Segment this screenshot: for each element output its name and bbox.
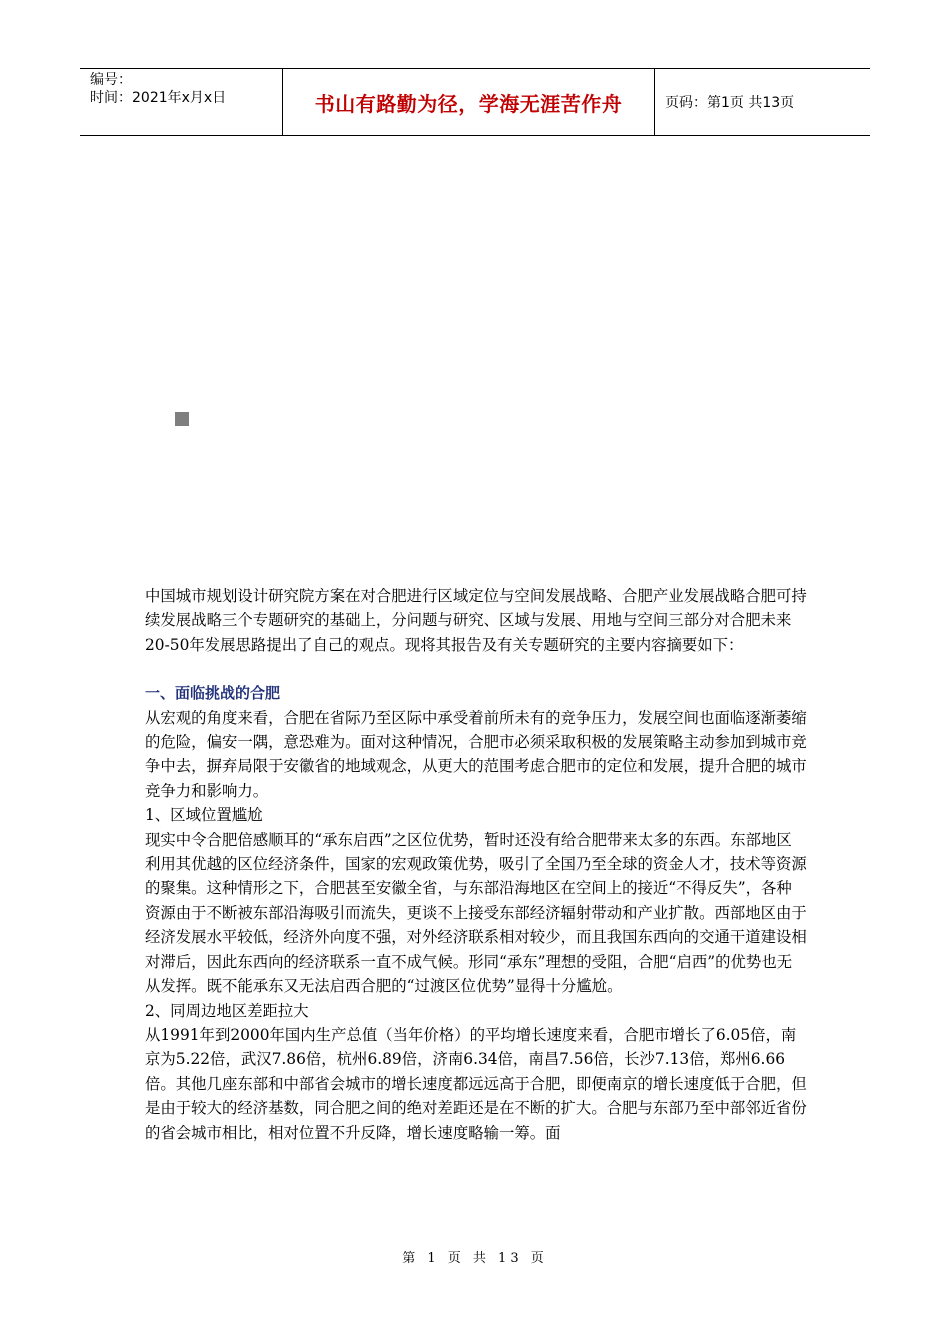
subsection1-paragraph: 现实中令合肥倍感顺耳的“承东启西”之区位优势，暂时还没有给合肥带来太多的东西。东部地区利用其优越的区位经济条件，国家的宏观政策优势，吸引了全国乃至全球的资金人才，技术等资源的聚集。这种情形之下，合肥甚至安徽全省，与东部沿海地区在空间上的接近“不得反失”，各种资源由于不断被东部沿海吸引而流失，更谈不上接受东部经济辐射带动和产业扩散。西部地区由于经济发展水平较低，经济外向度不强，对外经济联系相对较少，而且我国东西向的交通干道建设相对滞后，因此东西向的经济联系一直不成气候。形同“承东”理想的受阻，合肥“启西”的优势也无从发挥。既不能承东又无法启西合肥的“过渡区位优势”显得十分尴尬。 xyxy=(145,830,807,996)
document-number-label: 编号： xyxy=(90,72,132,88)
header-motto-cell xyxy=(282,69,655,135)
subsection1-title: 1、区域位置尴尬 xyxy=(145,806,263,825)
subsection2-paragraph: 从1991年到2000年国内生产总值（当年价格）的平均增长速度来看，合肥市增长了6.05倍，南京为5.22倍，武汉7.86倍，杭州6.89倍，济南6.34倍，南昌7.56倍，长沙7.13倍，郑州6.66倍。其他几座东部和中部省会城市的增长速度都远远高于合肥，即便南京的增长速度低于合肥，但是由于较大的经济基数，同合肥之间的绝对差距还是在不断的扩大。合肥与东部乃至中部邻近省份的省会城市相比，相对位置不升反降，增长速度略输一筹。面 xyxy=(145,1025,807,1142)
paragraph-gap xyxy=(145,657,807,681)
header-page-code: 页码：第1页 共13页 xyxy=(665,95,795,111)
section1-paragraph: 从宏观的角度来看，合肥在省际乃至区际中承受着前所未有的竞争压力，发展空间也面临逐渐萎缩的危险，偏安一隅，意恐难为。面对这种情况，合肥市必须采取积极的发展策略主动参加到城市竞争中去，摒弃局限于安徽省的地域观念，从更大的范围考虑合肥市的定位和发展，提升合肥的城市竞争力和影响力。 xyxy=(145,708,807,800)
page-header xyxy=(80,68,870,136)
header-meta xyxy=(80,69,282,135)
document-time-label: 时间：2021年x月x日 xyxy=(90,90,227,106)
image-placeholder-icon xyxy=(175,412,189,426)
intro-paragraph: 中国城市规划设计研究院方案在对合肥进行区域定位与空间发展战略、合肥产业发展战略合肥可持续发展战略三个专题研究的基础上，分问题与研究、区域与发展、用地与空间三部分对合肥未来20-50年发展思路提出了自己的观点。现将其报告及有关专题研究的主要内容摘要如下： xyxy=(145,587,807,654)
document-body xyxy=(145,584,807,1145)
section-heading: 一、面临挑战的合肥 xyxy=(145,684,281,703)
page-footer: 第 1 页 共 13 页 xyxy=(402,1251,548,1266)
header-motto: 书山有路勤为径，学海无涯苦作舟 xyxy=(314,91,623,116)
subsection2-title: 2、同周边地区差距拉大 xyxy=(145,1001,309,1020)
